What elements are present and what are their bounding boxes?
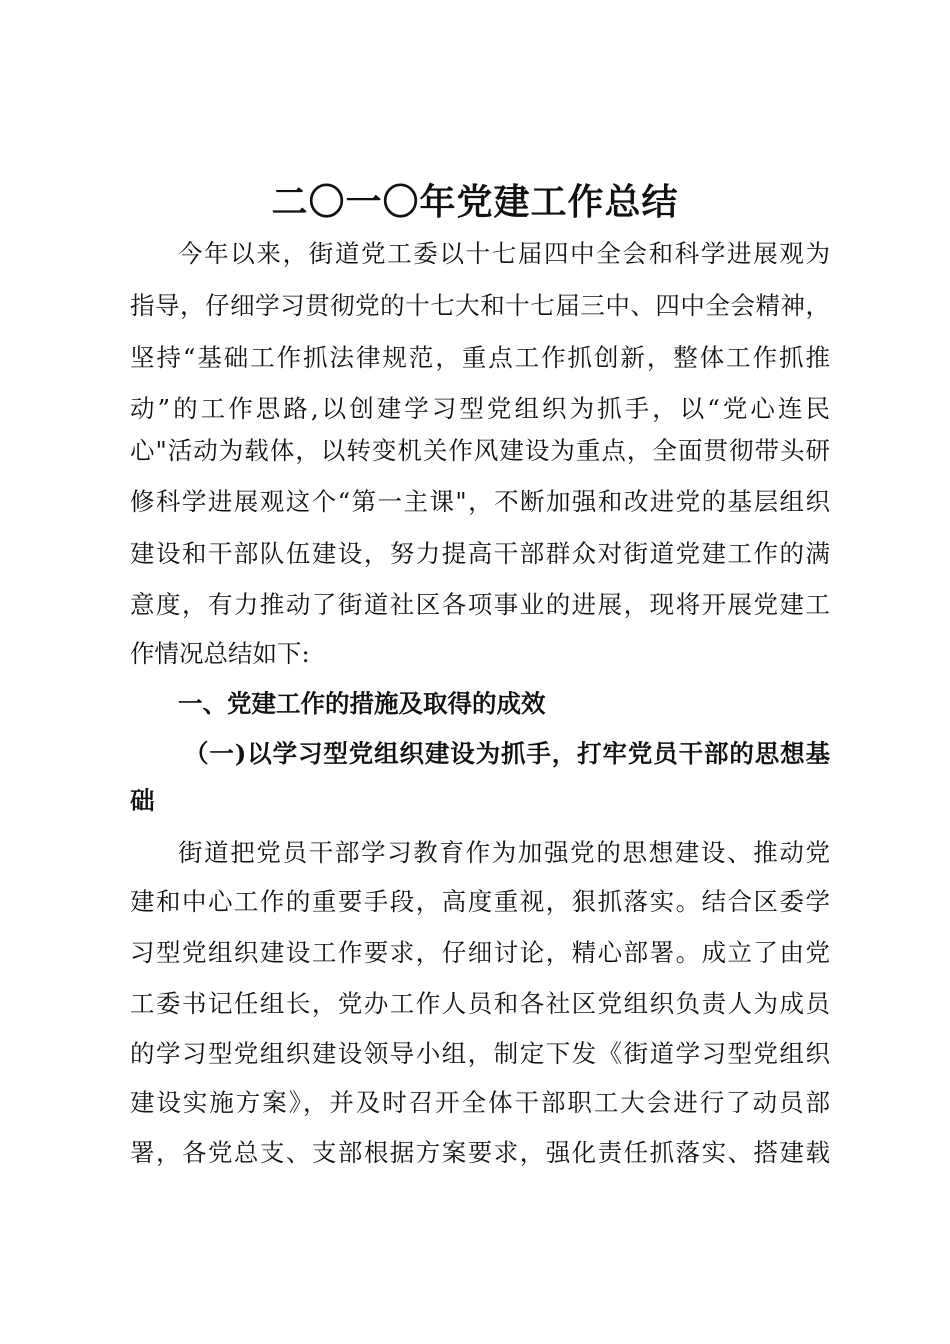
paragraph-line: 意度，有力推动了街道社区各项事业的进展，现将开展党建工 [130,590,830,619]
subsection-heading-continued: 础 [130,786,155,815]
paragraph-line: 建和中心工作的重要手段，高度重视，狠抓落实。结合区委学 [130,887,830,916]
paragraph-line: 的学习型党组织建设领导小组，制定下发《街道学习型党组织 [130,1039,830,1068]
paragraph-line: 建设和干部队伍建设，努力提高干部群众对街道党建工作的满 [130,539,830,568]
paragraph-line: 指导，仔细学习贯彻党的十七大和十七届三中、四中全会精神， [130,291,830,320]
paragraph-line: 习型党组织建设工作要求，仔细讨论，精心部署。成立了由党 [130,938,830,967]
subsection-heading: （一)以学习型党组织建设为抓手，打牢党员干部的思想基 [184,739,830,768]
paragraph-line: 街道把党员干部学习教育作为加强党的思想建设、推动党 [178,838,830,867]
paragraph-line: 署，各党总支、支部根据方案要求，强化责任抓落实、搭建载 [130,1138,830,1167]
paragraph-line: 坚持“基础工作抓法律规范，重点工作抓创新，整体工作抓推 [130,343,830,372]
paragraph-line: 作情况总结如下: [130,639,310,668]
paragraph-line: 建设实施方案》，并及时召开全体干部职工大会进行了动员部 [130,1088,830,1117]
document-title: 二〇一〇年党建工作总结 [271,181,679,223]
paragraph-line: 修科学进展观这个“第一主课"，不断加强和改进党的基层组织 [130,487,830,516]
paragraph-line: 工委书记任组长，党办工作人员和各社区党组织负责人为成员 [130,989,830,1018]
paragraph-line: 心"活动为载体，以转变机关作风建设为重点，全面贯彻带头研 [130,436,830,465]
paragraph-line: 动”的工作思路,以创建学习型党组织为抓手，以“党心连民 [130,394,830,423]
paragraph-line: 今年以来，街道党工委以十七届四中全会和科学进展观为 [178,239,830,268]
section-heading: 一、党建工作的措施及取得的成效 [178,689,546,718]
